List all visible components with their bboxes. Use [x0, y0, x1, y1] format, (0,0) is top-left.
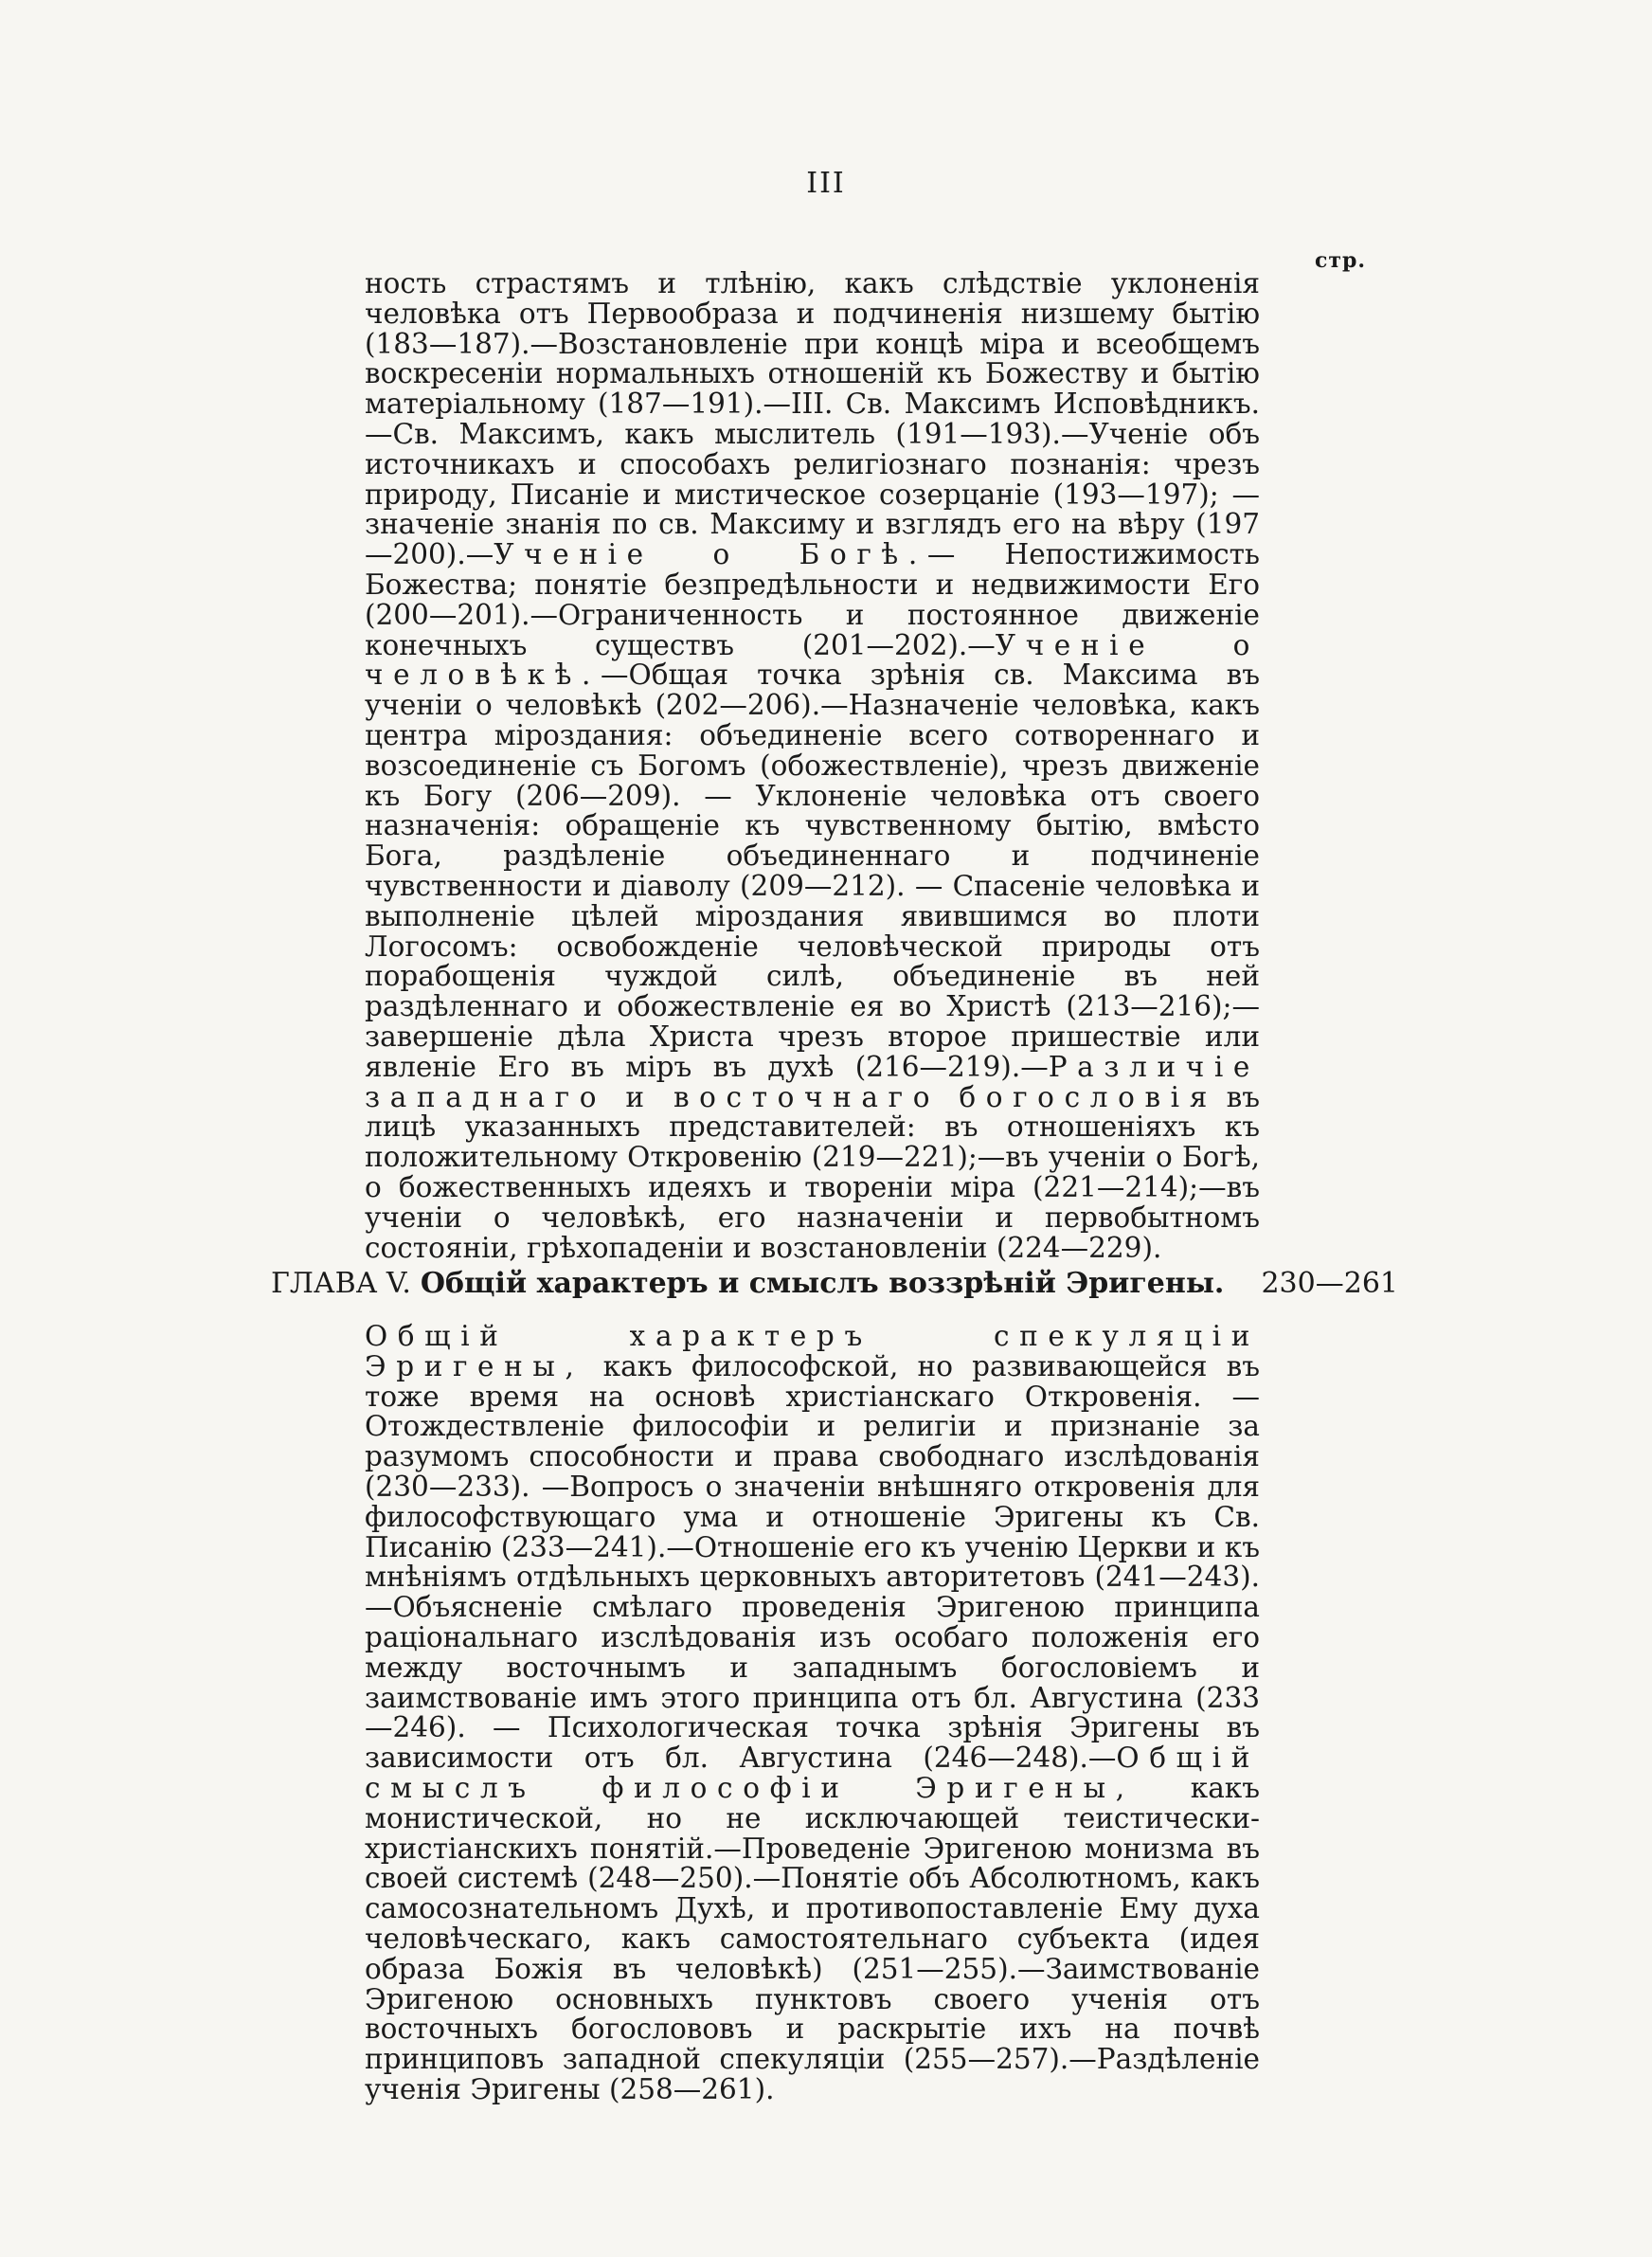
section-a-paragraph-1: ность страстямъ и тлѣнію, какъ слѣдствіе уклоненія человѣка отъ Первообраза и подчиненія низшему бытію (183—187).—Возстановленіе при концѣ міра и всеобщемъ воскресеніи нормальныхъ отношеній къ Божеству и бытію матеріальному (187—191).—III. Св. Максимъ Исповѣдникъ.—Св. Максимъ, какъ мыслитель (191—193).—Ученіе объ источникахъ и способахъ религіознаго познанія: чрезъ природу, Писаніе и мистическое созерцаніе (193—197); — значеніе знанія по св. Максиму и взглядъ его на вѣру (197—200).— — [365, 267, 1260, 571]
section-b-heading-meaning: Общій смыслъ философіи Эригены, — [365, 1742, 1260, 1804]
section-b-paragraph-1: какъ философской, но развивающейся въ тоже время на основѣ христіанскаго Откровенія. — Отождествленіе философіи и религіи и признаніе за разумомъ способности и права свободнаго изслѣдованія (230—233). —Вопросъ о значеніи внѣшняго откровенія для философствующаго ума и отношеніе Эригены къ Св. Писанію (233—241).—Отношеніе его къ ученію Церкви и къ мнѣніямъ отдѣльныхъ церковныхъ авторитетовъ (241—243).—Объясненіе смѣлаго проведенія Эригеною принципа раціональнаго изслѣдованія изъ особаго положенія его между восточнымъ и западнымъ богословіемъ и заимствованіе имъ этого принципа отъ бл. Августина (233—246). — Психологическая точка зрѣнія Эригены въ зависимости отъ бл. Августина (246—248).— — [365, 1349, 1260, 1775]
chapter-title: Общій характеръ и смыслъ воззрѣній Эригены. — [420, 1267, 1225, 1300]
section-a-paragraph-2: — Непостижимость Божества; понятіе безпредѣльности и недвижимости Его (200—201).—Ограниченность и постоянное движеніе конечныхъ существъ (201—202).— — [365, 538, 1260, 661]
chapter-page-range: 230—261 — [1261, 1267, 1398, 1300]
section-a-heading-man: Ученіе о человѣкѣ. — [365, 628, 1260, 692]
column-header-pages: стр. — [1315, 248, 1367, 273]
chapter-number: ГЛАВА V. — [271, 1267, 411, 1300]
chapter-heading — [271, 1266, 1398, 1302]
page-number: III — [806, 167, 846, 200]
section-a-paragraph-4: въ лицѣ указанныхъ представителей: въ отношеніяхъ къ положительному Откровенію (219—221);—въ ученіи о Богѣ, о божественныхъ идеяхъ и твореніи міра (221—214);—въ ученіи о человѣкѣ, его назначеніи и первобытномъ состояніи, грѣхопаденіи и возстановленіи (224—229). — [365, 1080, 1260, 1264]
section-a-heading-difference: Различіе западнаго и восточнаго богословія — [365, 1050, 1260, 1113]
section-b-paragraph-2: какъ монистической, но не исключающей теистически-христіанскихъ понятій.—Проведеніе Эригеною монизма въ своей системѣ (248—250).—Понятіе объ Абсолютномъ, какъ самосознательномъ Духѣ, и противопоставленіе Ему духа человѣческаго, какъ самостоятельнаго субъекта (идея образа Божія въ человѣкѣ) (251—255).—Заимствованіе Эригеною основныхъ пунктовъ своего ученія отъ восточныхъ богослововъ и раскрытіе ихъ на почвѣ принциповъ западной спекуляціи (255—257).—Раздѣленіе ученія Эригены (258—261). — [365, 1771, 1260, 2105]
section-b-text — [365, 1322, 1260, 2105]
section-b-heading-character: Общій характеръ спекуляціи Эригены, — [365, 1320, 1260, 1382]
section-a-paragraph-3: —Общая точка зрѣнія св. Максима въ ученіи о человѣкѣ (202—206).—Назначеніе человѣка, какъ центра міроздания: объединеніе всего сотвореннаго и возсоединеніе съ Богомъ (обожествленіе), чрезъ движеніе къ Богу (206—209). — Уклоненіе человѣка отъ своего назначенія: обращеніе къ чувственному бытію, вмѣсто Бога, раздѣленіе объединеннаго и подчиненіе чувственности и діаволу (209—212). — Спасеніе человѣка и выполненіе цѣлей міроздания явившимся во плоти Логосомъ: освобожденіе человѣческой природы отъ порабощенія чуждой силѣ, объединеніе въ ней раздѣленнаго и обожествленіе ея во Христѣ (213—216);—завершеніе дѣла Христа чрезъ второе пришествіе или явленіе Его въ міръ въ духѣ (216—219).— — [365, 659, 1260, 1083]
section-a-text — [365, 269, 1260, 1263]
section-a-heading-god: Ученіе о Богѣ. — [494, 538, 927, 571]
